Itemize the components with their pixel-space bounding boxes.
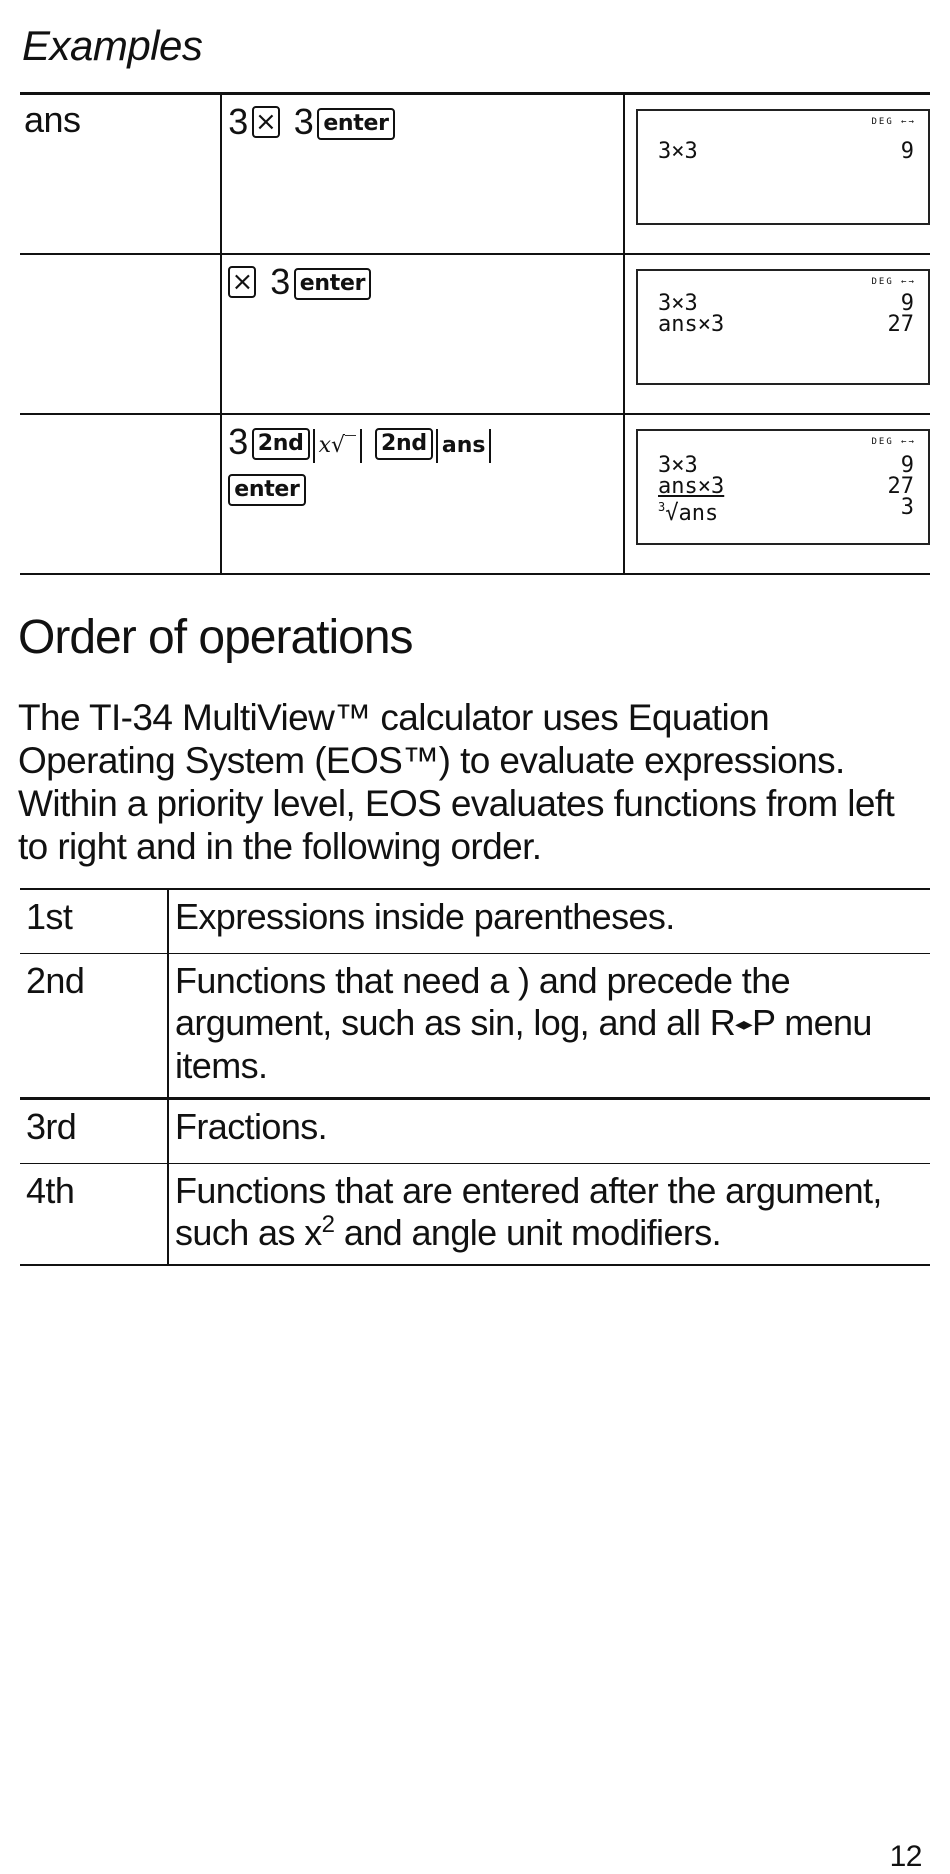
multiply-key-icon: × xyxy=(228,266,256,298)
multiply-key-icon: × xyxy=(252,106,280,138)
mode-indicator: DEG ←→ xyxy=(871,276,916,287)
xth-root-function-icon: x√‾ xyxy=(313,429,362,463)
screen-result: 27 xyxy=(887,473,914,499)
keystrokes xyxy=(221,94,624,254)
sin-function-text: sin xyxy=(470,1002,515,1043)
screen-result: 9 xyxy=(900,452,914,478)
enter-key-icon: enter xyxy=(317,108,394,140)
second-key-icon: 2nd xyxy=(252,428,310,460)
ans-function-icon: ans xyxy=(436,429,492,463)
screen-result: 27 xyxy=(887,311,914,337)
screen-line xyxy=(658,452,914,478)
digit: 3 xyxy=(228,101,248,142)
screen-expression: 3×3 xyxy=(658,452,698,478)
table-row xyxy=(20,954,930,1099)
example-label: ans xyxy=(20,94,221,254)
example-row xyxy=(20,94,930,254)
screen-expression: ans×3 xyxy=(658,473,725,499)
priority-rank: 2nd xyxy=(20,954,168,1099)
keystrokes xyxy=(221,254,624,414)
priority-description: Fractions. xyxy=(168,1099,930,1164)
digit: 3 xyxy=(270,260,290,302)
intro-paragraph: The TI-34 MultiView™ calculator uses Equation Operating System (EOS™) to evaluate expressions. Within a priority level, EOS evaluates functions from left to right and in the following order. xyxy=(18,697,895,867)
priority-rank: 3rd xyxy=(20,1099,168,1164)
log-function-text: log xyxy=(533,1002,580,1043)
calculator-screen xyxy=(636,109,930,225)
enter-key-icon: enter xyxy=(228,474,305,506)
screen-cell xyxy=(624,254,930,414)
screen-expression: 3×3 xyxy=(658,139,698,164)
example-label xyxy=(20,414,221,574)
superscript: 2 xyxy=(321,1211,335,1238)
example-row xyxy=(20,254,930,414)
examples-heading: Examples xyxy=(22,22,203,69)
screen-line xyxy=(658,141,914,162)
table-row xyxy=(20,1164,930,1266)
examples-table xyxy=(20,92,930,575)
calculator-screen xyxy=(636,429,930,545)
enter-key-icon: enter xyxy=(294,268,371,300)
example-label xyxy=(20,254,221,414)
screen-expression: ans×3 xyxy=(658,311,725,337)
digit: 3 xyxy=(293,101,314,142)
mode-indicator: DEG ←→ xyxy=(871,117,916,127)
screen-line xyxy=(658,473,914,499)
screen-result: 3 xyxy=(900,494,914,520)
priority-description: Functions that need a ) and precede the argument, such as sin, log, and all R◂▸P menu items. xyxy=(168,954,930,1099)
second-key-icon: 2nd xyxy=(375,428,433,460)
screen-cell xyxy=(624,94,930,254)
screen-expression: 3×3 xyxy=(658,290,698,316)
screen-result: 9 xyxy=(900,139,914,164)
screen-result: 9 xyxy=(900,290,914,316)
priority-rank: 4th xyxy=(20,1164,168,1266)
screen-line xyxy=(658,494,914,526)
order-table xyxy=(20,888,930,1266)
screen-line xyxy=(658,290,914,316)
section-title: Order of operations xyxy=(18,611,413,664)
keystrokes xyxy=(221,414,624,574)
mode-indicator: DEG ←→ xyxy=(871,436,916,447)
screen-cell xyxy=(624,414,930,574)
table-row xyxy=(20,889,930,954)
screen-line xyxy=(658,311,914,337)
example-row xyxy=(20,414,930,574)
root-expression: √ans xyxy=(665,500,719,526)
table-row xyxy=(20,1099,930,1164)
digit: 3 xyxy=(228,420,248,462)
priority-description: Expressions inside parentheses. xyxy=(168,889,930,954)
root-index: 3 xyxy=(658,499,666,514)
priority-description: Functions that are entered after the argument, such as $x^2$ and angle unit modifiers. xyxy=(168,1164,930,1266)
left-right-arrow-icon: ◂▸ xyxy=(735,1014,753,1034)
screen-expression xyxy=(658,497,718,524)
priority-rank: 1st xyxy=(20,889,168,954)
calculator-screen xyxy=(636,269,930,385)
page-number: 12 xyxy=(889,1840,922,1873)
